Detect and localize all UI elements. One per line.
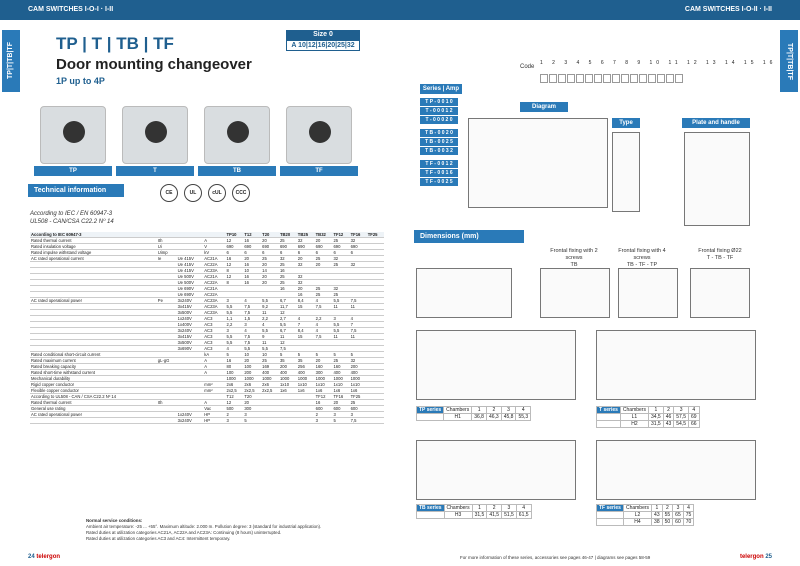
diagram-chambers [468,118,608,208]
table-row: 3x415V AC3 5,5 7,5 9 11 15 7,5 11 11 [30,334,384,340]
handle-drawings [684,132,750,226]
dim-drawing-cutout3 [690,268,750,318]
table-row: Ue 690V AC21A 16 20 25 32 [30,286,384,292]
table-row: 3x690V AC3 4 5,5 5,5 7,5 [30,346,384,352]
table-row: 3x240V AC3 3 4 5,5 6,7 8,4 4 5,5 7,5 [30,328,384,334]
series-code: T F - 0 0 2 5 [420,178,458,186]
product-label-tp: TP [34,166,112,176]
diagram-label: Diagram [520,102,568,112]
table-row: Ue 500V AC21A 12 16 20 25 32 [30,274,384,280]
size-label: Size 0 [286,30,360,40]
series-amp-label: Series | Amp [420,84,462,94]
table-row: Mechanical durability 1000 1000 1000 1000 1000 1000 1000 1000 [30,376,384,382]
table-row: Rated thermal current Ith A 12 20 16 20 25 [30,400,384,406]
series-code: T - 0 0 0 1 2 [420,107,458,115]
footer-note: For more information of these series, accessories see pages 46-47 | diagrams see pages 58-59 [460,555,651,560]
header-left: CAM SWITCHES I-O-I · I-II [0,0,400,20]
product-label-tb: TB [198,166,276,176]
table-row: General use rating Vac 500 300 600 600 600 [30,406,384,412]
table-row: 3x500V AC3 5,5 7,5 11 12 [30,340,384,346]
series-code: T F - 0 0 1 2 [420,160,458,168]
type-drawing [612,132,640,212]
side-tab-left: TP|T|TB|TF [2,30,20,92]
poles-label: 1P up to 4P [56,76,105,86]
code-label: Code [520,64,535,70]
table-row: According to UL508 - CAN / CSA C22.2 Nº 14 T12 T20 TF12 TF16 TF25 [30,394,384,400]
page-number-right: telergon 25 [739,554,772,560]
dimensions-title: Dimensions (mm) [414,230,524,243]
table-row: Rigid copper conductor mm² 2x6 2x6 2x6 1x10 1x10 1x10 1x10 1x10 [30,382,384,388]
dim-table-t: T series Chambers 1 2 3 4 L1 34,5 46 57,5 69 H2 31,5 43 54,5 66 [596,406,700,428]
header-right: CAM SWITCHES I-O-II · I-II [400,0,800,20]
dim-drawing-front [416,268,512,318]
table-row: AC rated operational power 1x240V HP 2 3 2 3 3 [30,412,384,418]
service-notes: Normal service conditions: Ambient air temperature: -25 ... +55°. Maximum altitude: 2.000 m. Pollution degree: 3 (standard for industrial application). Rated duties at utilization categories AC21A, AC22A and AC23A: Continuing (8 hours) uninterrupted. Rated duties at utilization categories AC3 and AC4: Intermittent temporary. [86,518,322,541]
dim-drawing-tp [416,330,576,400]
technical-info-title: Technical information [28,184,124,197]
ul-cert-icon: UL [184,184,202,202]
page-number-left: 24 telergon [28,554,61,560]
table-row: 3x415V AC23A 5,5 7,5 9,2 11,7 15 7,5 11 11 [30,304,384,310]
table-row: Ue 500V AC22A 8 16 20 25 32 [30,280,384,286]
plate-handle-label: Plate and handle [682,118,750,128]
table-row: AC rated operational power Pe 3x240V AC23A 3 4 5,5 6,7 8,4 4 5,5 7,5 [30,298,384,304]
mount-2screws: Frontal fixing with 2 screws TB [550,248,598,268]
table-row: 1x240V AC3 1,1 1,5 2,2 2,7 4 2,2 3 4 [30,316,384,322]
code-cells [540,70,684,88]
dim-drawing-cutout1 [540,268,610,318]
table-row: Rated maximum current gL-gG A 16 20 25 35 35 20 25 32 [30,358,384,364]
product-label-t: T [116,166,194,176]
dim-table-tf: TF series Chambers 1 2 3 4 L2 43 55 65 75 H4 38 50 60 70 [596,504,694,526]
table-row: Rated breaking capacity A 80 100 169 200 256 160 160 200 [30,364,384,370]
side-tab-right: TP|T|TB|TF [780,30,798,92]
table-row: Ue 690V AC22A 16 25 25 [30,292,384,298]
table-row: AC rated operational current Ie Ue 415V AC21A 16 20 25 32 20 25 32 [30,256,384,262]
series-code: T B - 0 0 2 5 [420,138,458,146]
mount-4screws: Frontal fixing with 4 screws TB - TF - TP [618,248,666,268]
table-row: 1x400V AC3 2,2 3 4 5,5 7 4 5,5 7 [30,322,384,328]
ccc-cert-icon: CCC [232,184,250,202]
table-row: Rated insulation voltage Ui V 690 690 690 690 690 690 690 690 [30,244,384,250]
table-row: Rated impulse withstand voltage Uimp kV 6 6 6 6 6 6 6 6 [30,250,384,256]
page-title: TP | T | TB | TF [56,34,174,53]
product-label-tf: TF [280,166,358,176]
table-row: 3x500V AC23A 5,5 7,5 11 12 [30,310,384,316]
dim-table-tp: TP series Chambers 1 2 3 4 H1 36,8 46,3 45,8 55,3 [416,406,531,421]
product-image-t [122,106,188,164]
table-row: 3x240V HP 3 5 3 5 7,5 [30,418,384,424]
dim-drawing-cutout2 [618,268,678,318]
series-code: T F - 0 0 1 6 [420,169,458,177]
table-row: Ue 415V AC23A 8 10 14 16 [30,268,384,274]
dim-drawing-tb [416,440,576,500]
series-code: T - 0 0 0 2 0 [420,116,458,124]
mount-22: Frontal fixing Ø22 T - TB - TF [698,248,742,261]
code-position-numbers: 1 2 3 4 5 6 7 8 9 10 11 12 13 14 15 16 [540,60,777,66]
spec-table [30,232,384,424]
page-subtitle: Door mounting changeover [56,56,252,73]
series-code: T B - 0 0 3 2 [420,147,458,155]
ce-cert-icon: CE [160,184,178,202]
series-code: T B - 0 0 2 0 [420,129,458,137]
table-row: Flexible copper conductor mm² 2x2,5 2x2,5 2x2,5 1x6 1x6 1x6 1x6 1x6 [30,388,384,394]
table-row: According to IEC 60947-3 TP10 T12 T20 TB20 TB25 TB32 TF12 TF16 TF25 [30,232,384,238]
table-row: Rated short-time withstand current A 100 200 400 400 400 300 400 400 [30,370,384,376]
accordance-text: According to IEC / EN 60947-3 UL508 - CAN/CSA C22.2 Nº 14 [30,211,114,225]
dim-table-tb: TB series Chambers 1 2 3 4 H3 31,5 41,5 51,5 61,5 [416,504,532,519]
size-values: A 10|12|16|20|25|32 [286,40,360,51]
product-image-tb [204,106,270,164]
product-image-tp [40,106,106,164]
table-row: Rated thermal current Ith A 12 16 20 25 32 20 25 32 [30,238,384,244]
table-row: Ue 415V AC22A 12 16 20 25 32 20 25 32 [30,262,384,268]
product-image-tf [286,106,352,164]
cul-cert-icon: cUL [208,184,226,202]
table-row: Rated conditional short-circuit current kA 5 10 10 5 5 5 5 5 [30,352,384,358]
series-code: T P - 0 0 1 0 [420,98,458,106]
dim-drawing-t [596,330,756,400]
dim-drawing-tf [596,440,756,500]
type-label: Type [612,118,640,128]
